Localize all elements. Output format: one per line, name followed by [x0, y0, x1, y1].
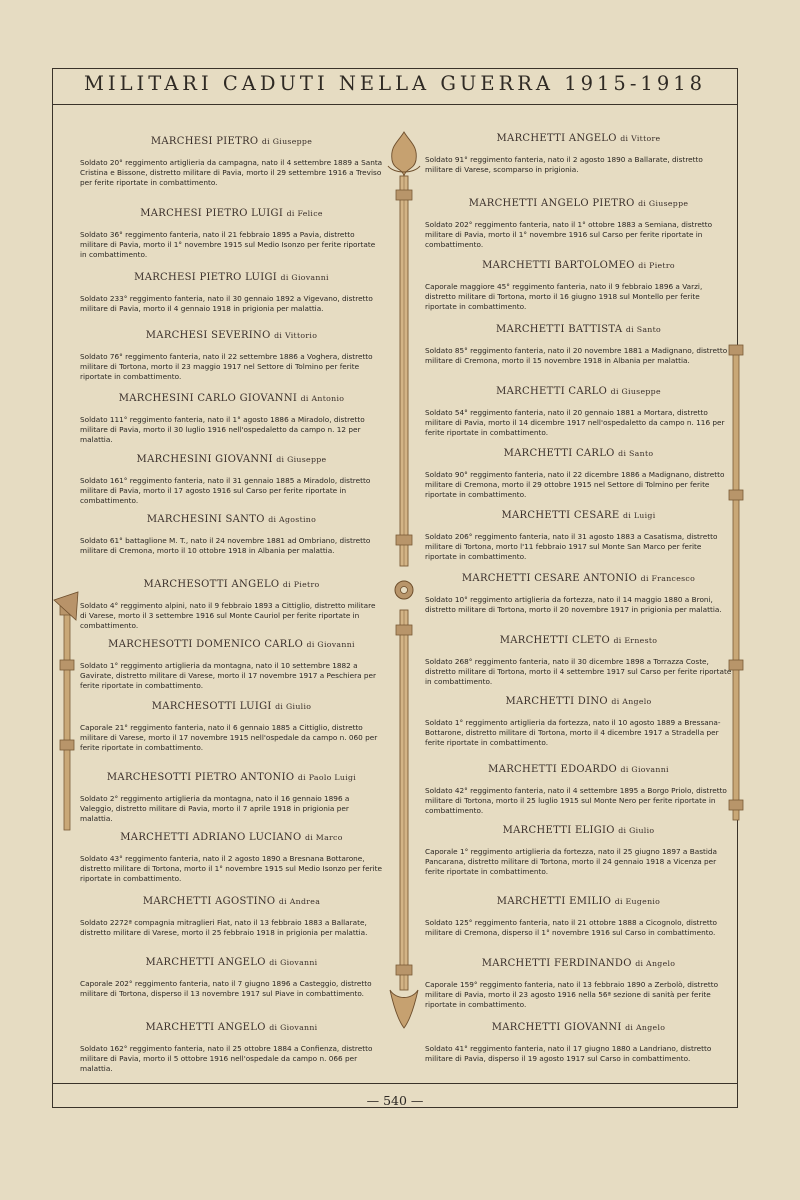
soldier-name: MARCHETTI GIOVANNI [491, 1022, 622, 1033]
father-name: di Antonio [300, 394, 345, 403]
list-item [425, 896, 732, 938]
soldier-name: MARCHETTI CLETO [499, 635, 610, 646]
soldier-name: MARCHETTI DINO [505, 696, 608, 707]
entry-text: Soldato 85° reggimento fanteria, nato il 20 novembre 1881 a Madignano, distretto militare di Cremona, morto il 15 novembre 1918 in Albania per malattia. [425, 346, 728, 365]
entry-name [425, 573, 732, 584]
entry-name [425, 386, 732, 397]
soldier-name: MARCHESI SEVERINO [145, 330, 271, 341]
father-name: di Andrea [278, 897, 321, 906]
list-item [425, 573, 732, 615]
list-item [425, 696, 732, 748]
soldier-name: MARCHETTI ANGELO [145, 957, 266, 968]
list-item [80, 208, 383, 260]
entry-name [80, 454, 383, 465]
entry-name [425, 635, 732, 646]
entry-text: Soldato 76° reggimento fanteria, nato il 22 settembre 1886 a Voghera, distretto militare di Tortona, morto il 23 maggio 1917 nel Settore di Tolmino per ferite riportate in combattimento. [80, 352, 373, 381]
soldier-name: MARCHESOTTI LUIGI [151, 701, 272, 712]
entry-text: Caporale 1° reggimento artiglieria da fortezza, nato il 25 giugno 1897 a Bastida Pancarana, distretto militare di Tortona, morto il 24 gennaio 1918 a Vicenza per ferite riportate in combattimento. [425, 847, 717, 876]
father-name: di Ernesto [613, 636, 658, 645]
list-item [80, 454, 383, 506]
entry-name [80, 330, 383, 341]
soldier-name: MARCHETTI BATTISTA [495, 324, 623, 335]
entry-text: Soldato 2° reggimento artiglieria da montagna, nato il 16 gennaio 1896 a Valeggio, distretto militare di Pavia, morto il 7 aprile 1918 in prigionia per malattia. [80, 794, 350, 823]
list-item [80, 639, 383, 691]
entry-name [80, 957, 383, 968]
father-name: di Giuseppe [261, 137, 313, 146]
soldier-name: MARCHETTI EDOARDO [488, 764, 618, 775]
soldier-name: MARCHETTI CESARE ANTONIO [461, 573, 638, 584]
entry-text: Soldato 36° reggimento fanteria, nato il 21 febbraio 1895 a Pavia, distretto militare di Pavia, morto il 1° novembre 1915 sul Medio Isonzo per ferite riportate in combattimento. [80, 230, 376, 259]
page-title: MILITARI CADUTI NELLA GUERRA 1915-1918 [83, 72, 707, 95]
entry-name [425, 448, 732, 459]
father-name: di Giulio [618, 826, 655, 835]
list-item [80, 772, 383, 824]
list-item [80, 579, 383, 631]
soldier-name: MARCHETTI ANGELO [496, 133, 617, 144]
soldier-name: MARCHETTI ANGELO [145, 1022, 266, 1033]
entry-name [425, 825, 732, 836]
list-item [425, 448, 732, 500]
soldier-name: MARCHESOTTI ANGELO [143, 579, 280, 590]
entry-text: Soldato 20° reggimento artiglieria da campagna, nato il 4 settembre 1889 a Santa Cristina e Bissone, distretto militare di Pavia, morto il 29 settembre 1916 a Treviso per ferite riportate in combattimento. [80, 158, 383, 187]
entry-name [425, 1022, 732, 1033]
list-item [425, 764, 732, 816]
list-item [80, 1022, 383, 1074]
soldier-name: MARCHETTI EMILIO [496, 896, 612, 907]
entry-text: Soldato 10° reggimento artiglieria da fortezza, nato il 14 maggio 1880 a Broni, distretto militare di Tortona, morto il 20 novembre 1917 in prigionia per malattia. [425, 595, 722, 614]
list-item [425, 958, 732, 1010]
soldier-name: MARCHESI PIETRO LUIGI [140, 208, 284, 219]
soldier-name: MARCHETTI BARTOLOMEO [482, 260, 635, 271]
entry-text: Soldato 90° reggimento fanteria, nato il 22 dicembre 1886 a Madignano, distretto militare di Cremona, morto il 29 ottobre 1915 nel Settore di Tolmino per ferite riportate in combattimento. [425, 470, 725, 499]
entry-name [425, 958, 732, 969]
entry-name [80, 896, 383, 907]
central-fasces-ornament [384, 130, 424, 1030]
entry-text: Soldato 2272ª compagnia mitraglieri Fiat, nato il 13 febbraio 1883 a Ballarate, distretto militare di Varese, morto il 25 febbraio 1918 in prigionia per malattia. [80, 918, 368, 937]
entry-text: Soldato 4° reggimento alpini, nato il 9 febbraio 1893 a Cittiglio, distretto militare di Varese, morto il 3 settembre 1916 sul Monte Cauriol per ferite riportate in combattimento. [80, 601, 376, 630]
entry-name [80, 579, 383, 590]
entry-name [80, 832, 383, 843]
father-name: di Paolo Luigi [297, 773, 357, 782]
father-name: di Angelo [635, 959, 676, 968]
entry-name [80, 514, 383, 525]
entry-text: Caporale 202° reggimento fanteria, nato il 7 giugno 1896 a Casteggio, distretto militare di Tortona, disperso il 13 novembre 1917 sul Piave in combattimento. [80, 979, 372, 998]
entry-name [80, 701, 383, 712]
father-name: di Francesco [640, 574, 696, 583]
list-item [80, 514, 383, 556]
entry-name [425, 324, 732, 335]
entry-name [80, 772, 383, 783]
entry-text: Soldato 1° reggimento artiglieria da montagna, nato il 10 settembre 1882 a Gavirate, distretto militare di Varese, morto il 17 novembre 1917 a Peschiera per ferite riportate in combattimento. [80, 661, 377, 690]
father-name: di Vittorio [274, 331, 318, 340]
list-item [80, 393, 383, 445]
entry-name [80, 639, 383, 650]
entry-name [80, 208, 383, 219]
list-item [425, 133, 732, 175]
soldier-name: MARCHETTI CARLO [503, 448, 615, 459]
father-name: di Santo [618, 449, 654, 458]
list-item [80, 957, 383, 999]
entry-name [80, 393, 383, 404]
father-name: di Giovanni [306, 640, 355, 649]
list-item [80, 330, 383, 382]
entry-text: Caporale maggiore 45° reggimento fanteria, nato il 9 febbraio 1896 a Varzi, distretto militare di Tortona, morto il 16 giugno 1918 sul Montello per ferite riportate in combattimento. [425, 282, 703, 311]
soldier-name: MARCHESINI SANTO [146, 514, 265, 525]
entry-text: Soldato 41° reggimento fanteria, nato il 17 giugno 1880 a Landriano, distretto militare di Pavia, disperso il 19 agosto 1917 sul Carso in combattimento. [425, 1044, 712, 1063]
father-name: di Giovanni [620, 765, 669, 774]
soldier-name: MARCHETTI ELIGIO [502, 825, 615, 836]
father-name: di Felice [286, 209, 323, 218]
list-item [80, 136, 383, 188]
entry-name [425, 896, 732, 907]
soldier-name: MARCHETTI ANGELO PIETRO [468, 198, 635, 209]
entry-name [425, 260, 732, 271]
entry-text: Soldato 268° reggimento fanteria, nato il 30 dicembre 1898 a Torrazza Coste, distretto militare di Tortona, morto il 4 settembre 1917 sul Carso per ferite riportate in combattimento. [425, 657, 732, 686]
soldier-name: MARCHESI PIETRO LUIGI [134, 272, 278, 283]
soldier-name: MARCHETTI CARLO [496, 386, 608, 397]
entry-text: Soldato 91° reggimento fanteria, nato il 2 agosto 1890 a Ballarate, distretto militare di Varese, scomparso in prigionia. [425, 155, 703, 174]
entry-text: Soldato 202° reggimento fanteria, nato il 1° ottobre 1883 a Semiana, distretto militare di Pavia, morto il 1° novembre 1916 sul Carso per ferite riportate in combattimento. [425, 220, 713, 249]
left-side-fasces-ornament [52, 580, 80, 840]
father-name: di Giuseppe [638, 199, 689, 208]
father-name: di Agostino [268, 515, 317, 524]
entry-name [425, 510, 732, 521]
list-item [425, 635, 732, 687]
entry-text: Soldato 1° reggimento artiglieria da fortezza, nato il 10 agosto 1889 a Bressana-Bottarone, distretto militare di Tortona, morto il 4 dicembre 1917 a Stradella per ferite riportate in combattimento. [425, 718, 721, 747]
father-name: di Pietro [638, 261, 675, 270]
entry-text: Soldato 42° reggimento fanteria, nato il 4 settembre 1895 a Borgo Priolo, distretto militare di Tortona, morto il 25 luglio 1915 sul Monte Nero per ferite riportate in combattimento. [425, 786, 727, 815]
entry-text: Soldato 233° reggimento fanteria, nato il 30 gennaio 1892 a Vigevano, distretto militare di Pavia, morto il 4 gennaio 1918 in prigionia per malattia. [80, 294, 373, 313]
father-name: di Marco [304, 833, 343, 842]
father-name: di Giovanni [280, 273, 329, 282]
list-item [425, 386, 732, 438]
list-item [425, 825, 732, 877]
list-item [425, 324, 732, 366]
father-name: di Luigi [622, 511, 656, 520]
entry-name [425, 696, 732, 707]
soldier-name: MARCHESINI CARLO GIOVANNI [118, 393, 298, 404]
entry-name [425, 198, 732, 209]
father-name: di Giuseppe [276, 455, 327, 464]
soldier-name: MARCHESOTTI PIETRO ANTONIO [106, 772, 295, 783]
entry-text: Caporale 21° reggimento fanteria, nato il 6 gennaio 1885 a Cittiglio, distretto militare di Varese, morto il 17 novembre 1915 nell'ospedale da campo n. 060 per ferite riportate in combattimento. [80, 723, 378, 752]
soldier-name: MARCHESI PIETRO [150, 136, 259, 147]
entry-text: Soldato 54° reggimento fanteria, nato il 20 gennaio 1881 a Mortara, distretto militare di Pavia, morto il 14 dicembre 1917 nell'ospedaletto da campo n. 116 per ferite riportate in combattimento. [425, 408, 725, 437]
entry-text: Soldato 43° reggimento fanteria, nato il 2 agosto 1890 a Bresnana Bottarone, distretto militare di Tortona, morto il 1° novembre 1915 sul Medio Isonzo per ferite riportate in combattimento. [80, 854, 382, 883]
father-name: di Giuseppe [610, 387, 661, 396]
soldier-name: MARCHETTI CESARE [501, 510, 620, 521]
father-name: di Vittore [620, 134, 661, 143]
father-name: di Giulio [275, 702, 312, 711]
father-name: di Santo [625, 325, 662, 334]
entry-text: Soldato 162° reggimento fanteria, nato il 25 ottobre 1884 a Confienza, distretto militare di Pavia, morto il 5 ottobre 1916 nell'ospedale da campo n. 066 per malattia. [80, 1044, 373, 1073]
father-name: di Giovanni [269, 958, 318, 967]
soldier-name: MARCHETTI FERDINANDO [481, 958, 632, 969]
list-item [425, 198, 732, 250]
father-name: di Angelo [611, 697, 652, 706]
list-item [80, 272, 383, 314]
list-item [80, 896, 383, 938]
father-name: di Eugenio [614, 897, 661, 906]
entry-text: Soldato 206° reggimento fanteria, nato il 31 agosto 1883 a Casatisma, distretto militare di Tortona, morto l'11 febbraio 1917 sul Monte San Marco per ferite riportate in combattimento. [425, 532, 718, 561]
entry-text: Soldato 61° battaglione M. T., nato il 24 novembre 1881 ad Ombriano, distretto militare di Cremona, morto il 10 ottobre 1918 in Albania per malattia. [80, 536, 371, 555]
soldier-name: MARCHESOTTI DOMENICO CARLO [108, 639, 304, 650]
entry-text: Soldato 111° reggimento fanteria, nato il 1° agosto 1886 a Miradolo, distretto militare di Pavia, morto il 30 luglio 1916 nell'ospedaletto da campo n. 12 per malattia. [80, 415, 365, 444]
father-name: di Giovanni [269, 1023, 318, 1032]
entry-text: Caporale 159° reggimento fanteria, nato il 13 febbraio 1890 a Zerbolò, distretto militare di Pavia, morto il 23 agosto 1916 nella 56ª sezione di sanità per ferite riportate in combattimento. [425, 980, 719, 1009]
list-item [80, 832, 383, 884]
soldier-name: MARCHESINI GIOVANNI [136, 454, 273, 465]
entry-text: Soldato 161° reggimento fanteria, nato il 31 gennaio 1885 a Miradolo, distretto militare di Pavia, morto il 17 agosto 1916 sul Carso per ferite riportate in combattimento. [80, 476, 371, 505]
entry-name [80, 272, 383, 283]
entry-name [80, 1022, 383, 1033]
father-name: di Pietro [282, 580, 320, 589]
entry-text: Soldato 125° reggimento fanteria, nato il 21 ottobre 1888 a Cicognolo, distretto militare di Cremona, disperso il 1° novembre 1916 sul Carso in combattimento. [425, 918, 718, 937]
entry-name [425, 133, 732, 144]
entry-name [80, 136, 383, 147]
father-name: di Angelo [625, 1023, 666, 1032]
footer-rule-top [52, 1083, 738, 1084]
list-item [425, 260, 732, 312]
soldier-name: MARCHETTI AGOSTINO [142, 896, 276, 907]
header-rule [52, 104, 738, 105]
list-item [425, 1022, 732, 1064]
entry-name [425, 764, 732, 775]
list-item [425, 510, 732, 562]
page-number: — 540 — [366, 1093, 424, 1108]
soldier-name: MARCHETTI ADRIANO LUCIANO [120, 832, 302, 843]
list-item [80, 701, 383, 753]
